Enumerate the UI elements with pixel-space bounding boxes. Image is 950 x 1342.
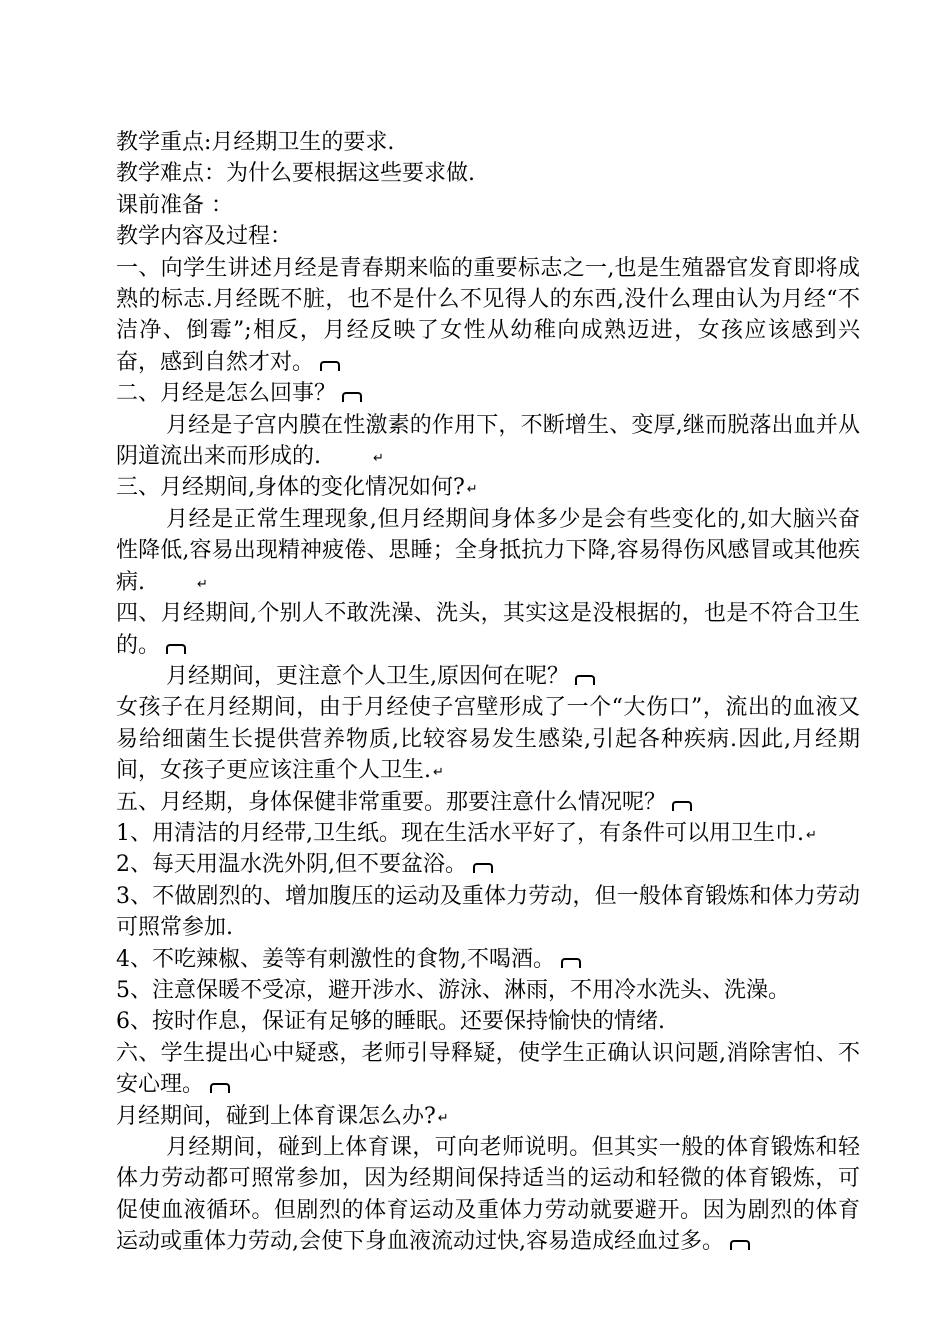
list-item-6 [116,1006,860,1037]
paragraph-text: 3、不做剧烈的、增加腹压的运动及重体力劳动，但一般体育锻炼和体力劳动可照常参加. [116,883,860,941]
paragraph-section-6-question [116,1101,860,1132]
paragraph-text: 1、用清洁的月经带,卫生纸。现在生活水平好了，有条件可以用卫生巾. [116,820,804,846]
paragraph-text: 月经期间，碰到上体育课，可向老师说明。但其实一般的体育锻炼和轻体力劳动都可照常参加，因为经期间保持适当的运动和轻微的体育锻炼，可促使血液循环。但剧烈的体育运动及重体力劳动就要避开。因为剧烈的体育运动或重体力劳动,会使下身血液流动过快,容易造成经血过多。 [116,1135,860,1255]
paragraph-mark-icon [730,1240,750,1250]
paragraph-text: 六、学生提出心中疑惑，老师引导释疑，使学生正确认识问题,消除害怕、不安心理。 [116,1040,860,1098]
list-item-4 [116,944,860,975]
list-item-3 [116,881,860,944]
paragraph-text: 二、月经是怎么回事？ [116,381,337,407]
paragraph-text: 女孩子在月经期间，由于月经使子宫壁形成了一个“大伤口”，流出的血液又易给细菌生长提供营养物质,比较容易发生感染,引起各种疾病.因此,月经期间，女孩子更应该注重个人卫生. [116,695,860,784]
paragraph-text: 月经期间，碰到上体育课怎么办? [116,1103,436,1129]
paragraph-text: 教学难点：为什么要根据这些要求做. [116,161,475,187]
paragraph-section-4 [116,598,860,661]
paragraph-text: 课前准备 ： [116,192,233,218]
paragraph-mark-icon [320,361,340,371]
paragraph-section-2-body [116,410,860,473]
paragraph-section-4-question [116,661,860,692]
line-break-mark-icon: ↵ [466,482,477,498]
line-break-mark-icon: ↵ [806,827,816,843]
paragraph-text: 四、月经期间,个别人不敢洗澡、洗头，其实这是没根据的，也是不符合卫生的。 [116,601,860,658]
paragraph-text: 4、不吃辣椒、姜等有刺激性的食物,不喝酒。 [116,946,555,972]
paragraph-difficulty [116,158,860,189]
paragraph-preparation [116,190,860,221]
line-break-mark-icon: ↵ [197,576,207,592]
paragraph-text: 教学重点:月经期卫生的要求. [116,130,395,155]
paragraph-text: 三、月经期间,身体的变化情况如何? [116,475,465,501]
paragraph-section-6 [116,1038,860,1101]
paragraph-mark-icon [672,801,692,811]
paragraph-section-2-heading [116,378,860,409]
paragraph-text: 6、按时作息，保证有足够的睡眠。还要保持愉快的情绪. [116,1009,665,1035]
paragraph-mark-icon [473,863,493,873]
paragraph-mark-icon [342,392,362,402]
paragraph-section-6-answer [116,1132,860,1258]
paragraph-text: 一、向学生讲述月经是青春期来临的重要标志之一,也是生殖器官发育即将成熟的标志.月经既不脏，也不是什么不见得人的东西,没什么理由认为月经“不洁净、倒霉”;相反，月经反映了女性从幼稚向成熟迈进，女孩应该感到兴奋，感到自然才对。 [116,255,860,375]
paragraph-text: 月经期间，更注意个人卫生,原因何在呢？ [166,663,569,689]
paragraph-text: 月经是正常生理现象,但月经期间身体多少是会有些变化的,如大脑兴奋性降低,容易出现精神疲倦、思睡；全身抵抗力下降,容易得伤风感冒或其他疾病. [116,506,860,595]
paragraph-mark-icon [166,644,186,654]
paragraph-section-3-heading [116,472,860,503]
paragraph-section-5-heading [116,787,860,818]
paragraph-key-point [116,127,860,158]
paragraph-section-1 [116,253,860,379]
list-item-2 [116,849,860,880]
paragraph-section-3-body [116,504,860,598]
paragraph-text: 5、注意保暖不受凉，避开涉水、游泳、淋雨，不用冷水洗头、洗澡。 [116,977,790,1003]
paragraph-mark-icon [575,675,595,685]
document-body [116,127,860,1258]
paragraph-text: 教学内容及过程： [116,224,293,250]
list-item-5 [116,975,860,1006]
line-break-mark-icon: ↵ [433,765,443,781]
line-break-mark-icon: ↵ [373,451,383,467]
paragraph-mark-icon [210,1083,230,1093]
paragraph-mark-icon [561,958,581,968]
list-item-1 [116,818,860,849]
paragraph-text: 2、每天用温水洗外阴,但不要盆浴。 [116,852,467,878]
line-break-mark-icon: ↵ [437,1110,448,1126]
paragraph-content-heading [116,221,860,252]
paragraph-text: 月经是子宫内膜在性激素的作用下，不断增生、变厚,继而脱落出血并从阴道流出来而形成的. [116,412,860,470]
paragraph-section-4-answer [116,692,860,786]
paragraph-text: 五、月经期，身体保健非常重要。那要注意什么情况呢？ [116,789,667,815]
